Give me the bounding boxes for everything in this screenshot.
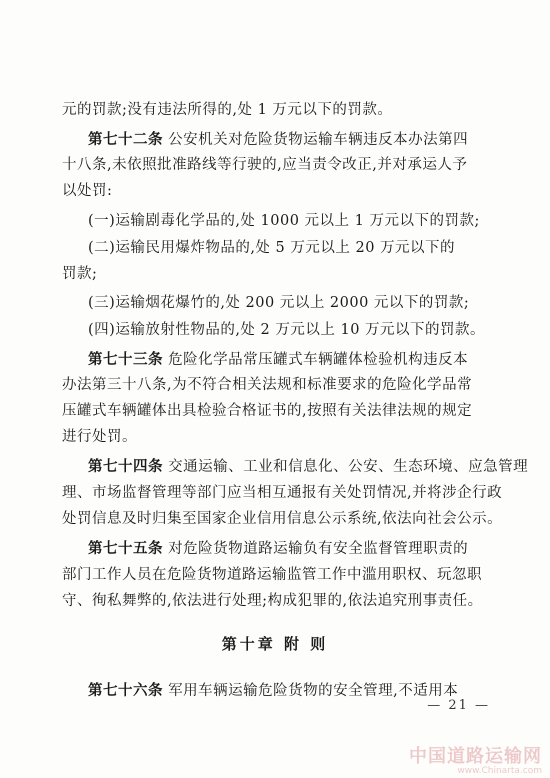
article-line [88, 130, 518, 150]
text-line [62, 155, 492, 175]
chapter-heading: 第十章 附 则 [221, 635, 329, 653]
text-line [62, 483, 503, 503]
line-text: 压罐式车辆罐体出具检验合格证书的,按照有关法律法规的规定 [62, 403, 473, 419]
text-line [62, 427, 492, 447]
line-text: (一)运输剧毒化学品的,处 1000 元以上 1 万元以下的罚款; [88, 213, 480, 229]
site-watermark [409, 742, 542, 776]
text-line [62, 100, 492, 120]
article-line [88, 539, 518, 559]
line-text: 罚款; [62, 266, 98, 282]
page-number: — 21 — [427, 698, 490, 713]
article-line [88, 350, 518, 370]
line-text: 军用车辆运输危险货物的安全管理,不适用本 [163, 683, 459, 699]
watermark-title: 中国道路运输网 [409, 746, 542, 767]
text-line [62, 264, 492, 284]
text-line [62, 401, 492, 421]
line-text: 进行处罚。 [62, 429, 137, 445]
article-number: 第七十六条 [88, 682, 163, 699]
text-line [62, 375, 492, 395]
line-text: (二)运输民用爆炸物品的,处 5 万元以上 20 万元以下的 [88, 240, 456, 256]
line-text: 以处罚: [62, 183, 113, 199]
text-line [62, 181, 492, 201]
text-line [62, 591, 492, 611]
text-line [62, 565, 492, 585]
article-number: 第七十二条 [88, 131, 163, 148]
line-text: 公安机关对危险货物运输车辆违反本办法第四 [163, 132, 469, 148]
article-number: 第七十四条 [88, 458, 163, 475]
line-text: 处罚信息及时归集至国家企业信用信息公示系统,依法向社会公示。 [62, 511, 503, 527]
text-line [88, 293, 518, 313]
text-line [88, 238, 518, 258]
line-text: 办法第三十八条,为不符合相关法规和标准要求的危险化学品常 [62, 377, 473, 393]
article-number: 第七十五条 [88, 540, 163, 557]
text-line [62, 509, 503, 529]
line-text: 交通运输、工业和信息化、公安、生态环境、应急管理 [163, 459, 529, 475]
text-line [88, 320, 518, 340]
watermark-url: www.Chinarta.com [457, 766, 542, 776]
line-text: 危险化学品常压罐式车辆罐体检验机构违反本 [163, 352, 469, 368]
line-text: 十八条,未依照批准路线等行驶的,应当责令改正,并对承运人予 [62, 157, 468, 173]
line-text: 元的罚款;没有违法所得的,处 1 万元以下的罚款。 [62, 102, 393, 118]
article-line [88, 457, 529, 477]
line-text: 对危险货物道路运输负有安全监督管理职责的 [163, 541, 469, 557]
line-text: 守、徇私舞弊的,依法进行处理;构成犯罪的,依法追究刑事责任。 [62, 593, 483, 609]
line-text: 理、市场监督管理等部门应当相互通报有关处罚情况,并将涉企行政 [62, 485, 503, 501]
line-text: (四)运输放射性物品的,处 2 万元以上 10 万元以下的罚款。 [88, 322, 486, 338]
line-text: 部门工作人员在危险货物道路运输监管工作中滥用职权、玩忽职 [62, 567, 482, 583]
article-number: 第七十三条 [88, 351, 163, 368]
text-line [88, 211, 518, 231]
line-text: (三)运输烟花爆竹的,处 200 元以上 2000 元以下的罚款; [88, 295, 470, 311]
